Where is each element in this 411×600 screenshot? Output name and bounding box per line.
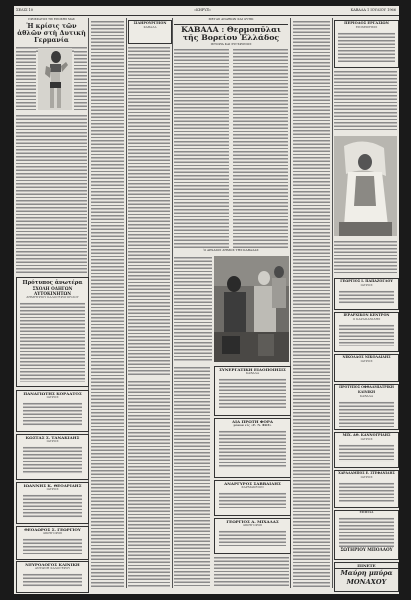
page-header (14, 6, 399, 16)
ad-papazoglou: ΓΕΩΡΓΙΟΣ Ι. ΠΑΠΑΖΟΓΛΟΥ ΙΑΤΡΟΣ (334, 278, 399, 310)
col1-kicker: ΠΡΟΣΦΑΤΟΣ ΤΙΣ ΕΠΟΧΗΣ ΜΑΣ (28, 17, 75, 21)
ad-first-time: ΔΙΑ ΠΡΩΤΗ ΦΟΡΑ μόνον εἰς «Ε. Ν. ΦΩΣ» (214, 418, 291, 478)
ad-kordatos: ΠΑΝΑΓΙΩΤΗΣ ΚΟΡΔΑΤΟΣ ΙΑΤΡΟΣ (16, 390, 89, 432)
ad-neurology-clinic: ΝΕΥΡΟΛΟΓΟΣ ΚΛΙΝΙΚΗ ΑΝΤΩΝΗ ΚΑΛΟΓΕΡΟΥ (16, 561, 89, 593)
ad-work-period: ΠΕΡΙΟΔΟΣ ΕΡΓΑΣΙΩΝ ΕΠΙΧΕΙΡΗΣΙΣ (334, 20, 399, 68)
driving-ad-subtitle: ΣΧΟΛΗ ΟΔΗΓΩΝ ΑΥΤΟΚΙΝΗΤΩΝ (32, 286, 73, 297)
ad-nikolaidis: ΝΙΚΟΛΑΟΣ ΝΙΚΟΛΑΙΔΗΣ ΙΑΤΡΟΣ (334, 354, 399, 382)
ad-ophthalmology: ΠΡΟΤΥΠΟΣ ΟΦΘΑΛΜΙΑΤΡΙΚΗ ΚΛΙΝΙΚΗ ΚΑΒΑΛΑ (334, 384, 399, 430)
driving-school-ad (16, 277, 89, 387)
driving-ad-title: Πρότυπος ἀνωτέρα (22, 280, 83, 286)
issue-date: ΚΑΒΑΛΑ 1 ΙΟΥΛΙΟΥ 1966 (350, 8, 396, 12)
masthead-name: «ΚΗΡΥΞ» (194, 8, 212, 12)
athlete-photo (38, 48, 72, 110)
photo-caption: Ὁ ΑΡΧΑΙΟΣ ΔΗΜΟΣ ΤΗΣ ΚΑΒΑΛΑΣ (203, 248, 259, 252)
driving-ad-owner: ΔΗΜΗΤΡΙΟΥ ΚΑΛΟΓΕΡΟΠΟΥΛΟΥ (26, 295, 79, 300)
ad-beer: ΠΙΝΕΤΕ Μαύρη μπύρα ΜΟΝΑΧΟΥ (334, 562, 399, 592)
right-photo (334, 136, 397, 236)
ad-kannogridis: ΜΙΧ. ΑΘ. ΚΑΝΝΟΓΡΙΔΗΣ ΙΑΤΡΟΣ (334, 432, 399, 468)
ad-furniture: ΕΠΙΠΛΑ ΣΩΤΗΡΙΟΥ ΜΠΟΛΑΟΥ (334, 510, 399, 560)
ad-pharmacy: ΑΝΑΡΓΥΡΟΣ ΣΑΒΒΑΙΔΗΣ ΦΑΡΜΑΚΕΙΟΝ (214, 480, 291, 516)
col1-headline: Ἡ κρίσις τῶν ἀθλῶν στὴ Δυτικὴ Γερμανία (17, 21, 86, 44)
page-number: ΣΕΛΙΣ 10 (16, 8, 33, 12)
column-2-text (91, 20, 124, 588)
main-subhead: ΙΣΤΟΡΙΑ ΚΑΙ ΣΥΓΧΡΟΝΟΣ (210, 41, 252, 46)
ad-stefanidis: ΧΑΡΑΛΑΜΠΟΣ Ε. ΣΤΕΦΑΝΙΔΗΣ ΙΑΤΡΟΣ (334, 470, 399, 508)
newspaper-page (14, 6, 399, 594)
ad-ironworks: ΣΙΔΗΡΟΥΡΓΕΙΟΝ ΚΑΒΑΛΑ (128, 20, 172, 44)
ad-georgiou: ΘΕΟΔΩΡΟΣ Σ. ΓΕΩΡΓΙΟΥ ΔΙΚΗΓΟΡΟΣ (16, 526, 89, 560)
column-1 (16, 18, 87, 52)
ad-theodridis: ΙΩΑΝΝΗΣ Κ. ΘΕΟΔΡΙΔΗΣ ΙΑΤΡΟΣ (16, 482, 89, 524)
main-article (174, 18, 288, 47)
beer-slogan: Μαύρη μπύρα ΜΟΝΑΧΟΥ (340, 569, 393, 586)
ad-tanakidis: ΚΩΣΤΑΣ Σ. ΤΑΝΑΚΙΔΗΣ ΙΑΤΡΟΣ (16, 434, 89, 480)
ad-cooperative: ΣΥΝΕΡΓΑΤΙΚΗ ΕΙΔΟΠΟΙΗΣΙΣ ΚΑΒΑΛΑ (214, 366, 291, 416)
main-photo (214, 256, 289, 362)
ad-hierarchical: ΙΕΡΑΡΧΙΚΟΝ ΚΕΝΤΡΟΝ Ο ΚΑΡΑΠΑΝΙΔΗΣ (334, 312, 399, 352)
main-headline: ΚΑΒΑΛΑ : Θερμοπῦλαι τῆς Βορείου Ἑλλάδος (174, 24, 288, 43)
column-4-text (293, 20, 330, 588)
ad-michalas: ΓΕΩΡΓΙΟΣ Α. ΜΙΧΑΛΑΣ ΔΙΚΗΓΟΡΟΣ (214, 518, 291, 554)
main-kicker: ΜΕΓΑΣ ΑΝΑΞΙΩΝ ΚΑΙ ΔΥΤΙΚ (208, 17, 254, 21)
